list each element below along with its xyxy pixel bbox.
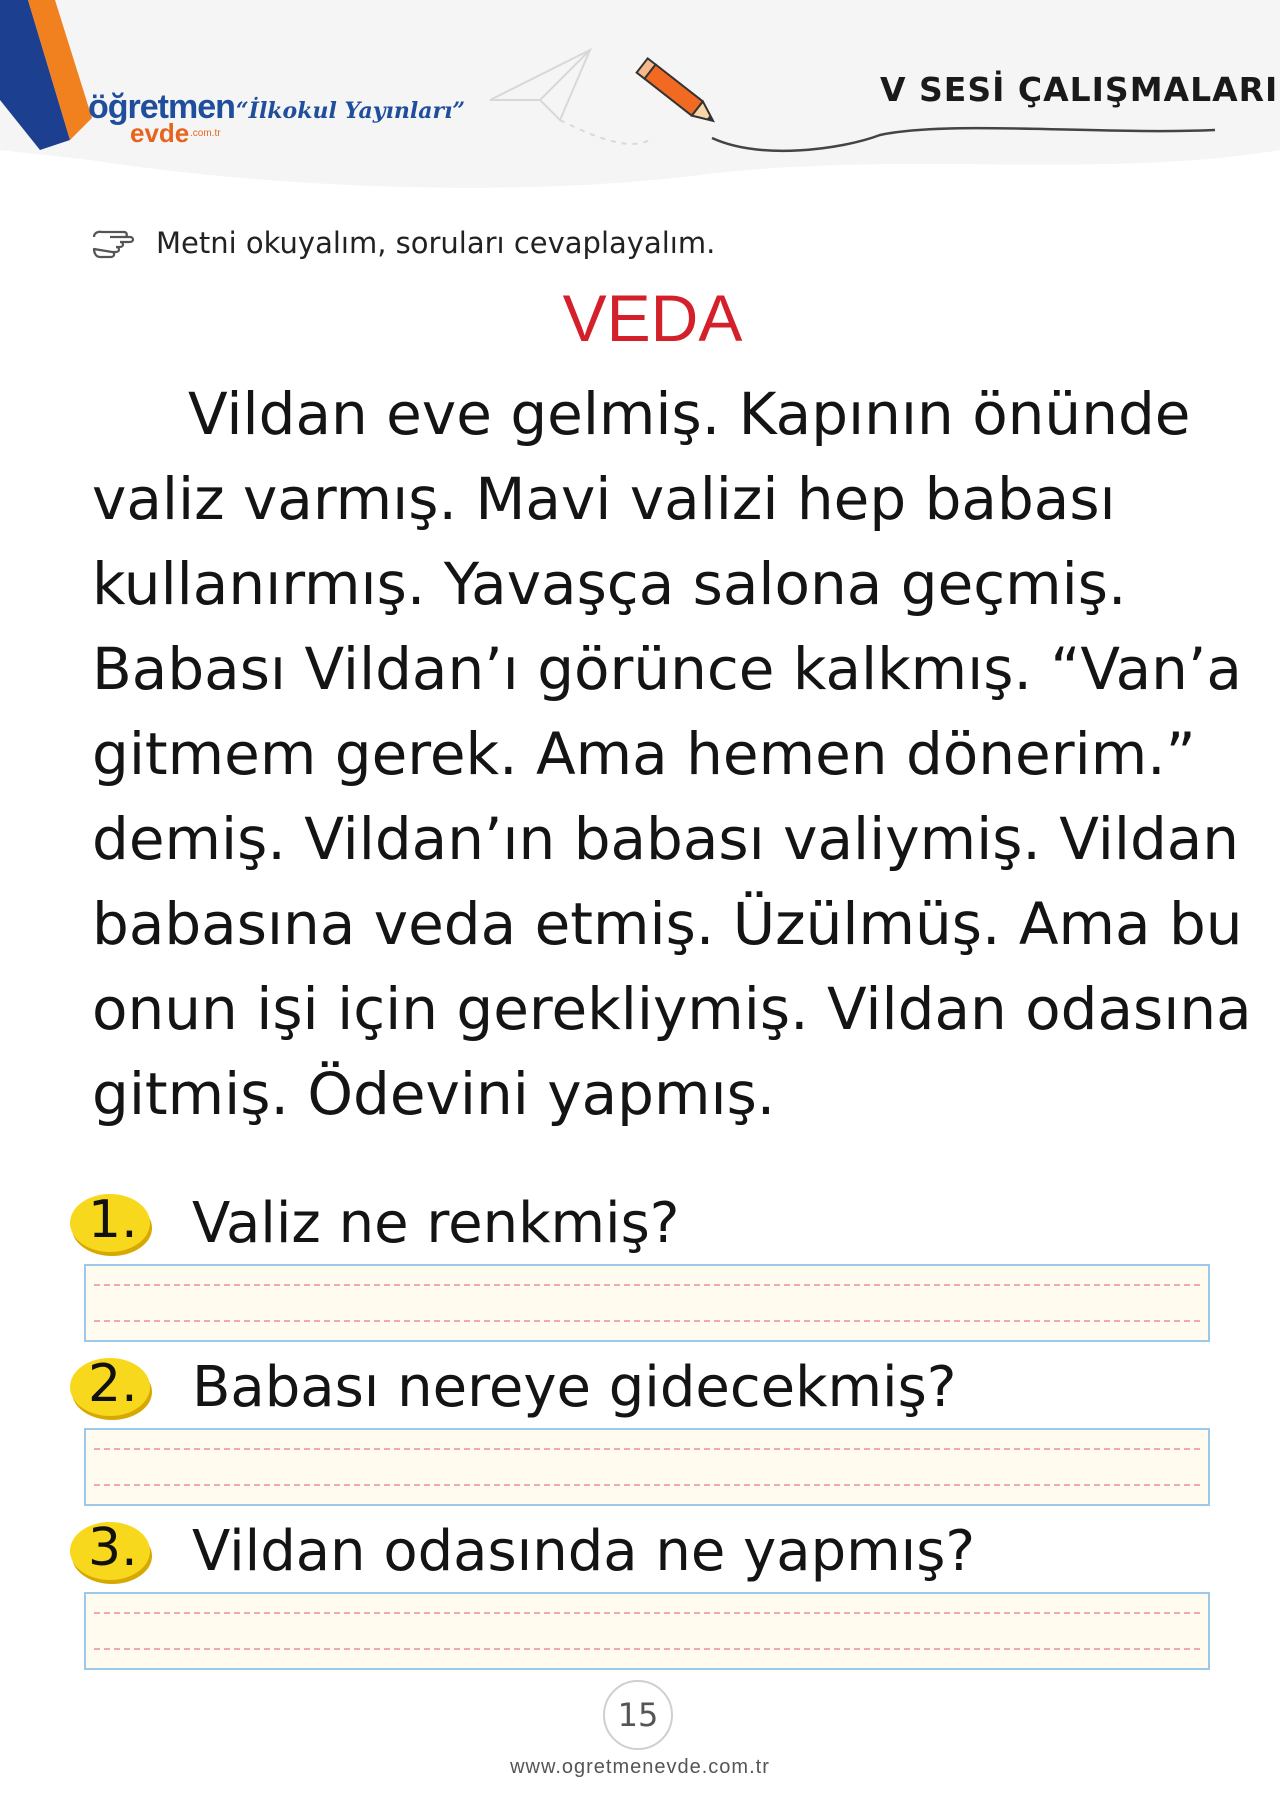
question-number: 3. (88, 1518, 138, 1578)
guide-line (94, 1612, 1200, 1614)
story-line: babasına veda etmiş. Üzülmüş. Ama bu (92, 890, 1243, 958)
question-3 (68, 1516, 1218, 1596)
logo-subtext: evde (130, 118, 190, 148)
story-text (92, 372, 1252, 1137)
story-line: kullanırmış. Yavaşça salona geçmiş. (92, 550, 1127, 618)
story-line: Babası Vildan’ı görünce kalkmış. “Van’a (92, 635, 1242, 703)
question-1 (68, 1188, 1218, 1268)
question-number-badge (68, 1516, 154, 1588)
answer-box-3[interactable] (84, 1592, 1210, 1670)
publisher-tagline: “İlkokul Yayınları” (236, 98, 466, 124)
guide-line (94, 1648, 1200, 1650)
question-2 (68, 1352, 1218, 1432)
answer-box-2[interactable] (84, 1428, 1210, 1506)
publisher-logo (88, 78, 466, 148)
page-number: 15 (603, 1680, 673, 1750)
answer-box-1[interactable] (84, 1264, 1210, 1342)
instruction (90, 220, 715, 266)
story-line: gitmiş. Ödevini yapmış. (92, 1060, 776, 1128)
logo-domain: .com.tr (190, 128, 221, 139)
question-number-badge (68, 1188, 154, 1260)
question-number: 2. (88, 1354, 138, 1414)
story-line: gitmem gerek. Ama hemen dönerim.” (92, 720, 1196, 788)
logo-text: öğretmen (88, 88, 235, 126)
question-text: Valiz ne renkmiş? (192, 1191, 680, 1256)
footer-url: www.ogretmenevde.com.tr (510, 1756, 770, 1778)
section-title: V SESİ ÇALIŞMALARI (880, 70, 1279, 109)
question-number-badge (68, 1352, 154, 1424)
story-title: VEDA (562, 281, 743, 355)
pointing-hand-icon (90, 223, 138, 263)
guide-line (94, 1320, 1200, 1322)
question-number: 1. (88, 1190, 138, 1250)
instruction-text: Metni okuyalım, soruları cevaplayalım. (156, 226, 716, 260)
guide-line (94, 1484, 1200, 1486)
question-text: Babası nereye gidecekmiş? (192, 1355, 957, 1420)
story-line: Vildan eve gelmiş. Kapının önünde (188, 380, 1191, 448)
question-text: Vildan odasında ne yapmış? (192, 1519, 976, 1584)
guide-line (94, 1284, 1200, 1286)
story-line: valiz varmış. Mavi valizi hep babası (92, 465, 1116, 533)
guide-line (94, 1448, 1200, 1450)
story-line: onun işi için gerekliymiş. Vildan odasına (92, 975, 1252, 1043)
story-line: demiş. Vildan’ın babası valiymiş. Vildan (92, 805, 1240, 873)
